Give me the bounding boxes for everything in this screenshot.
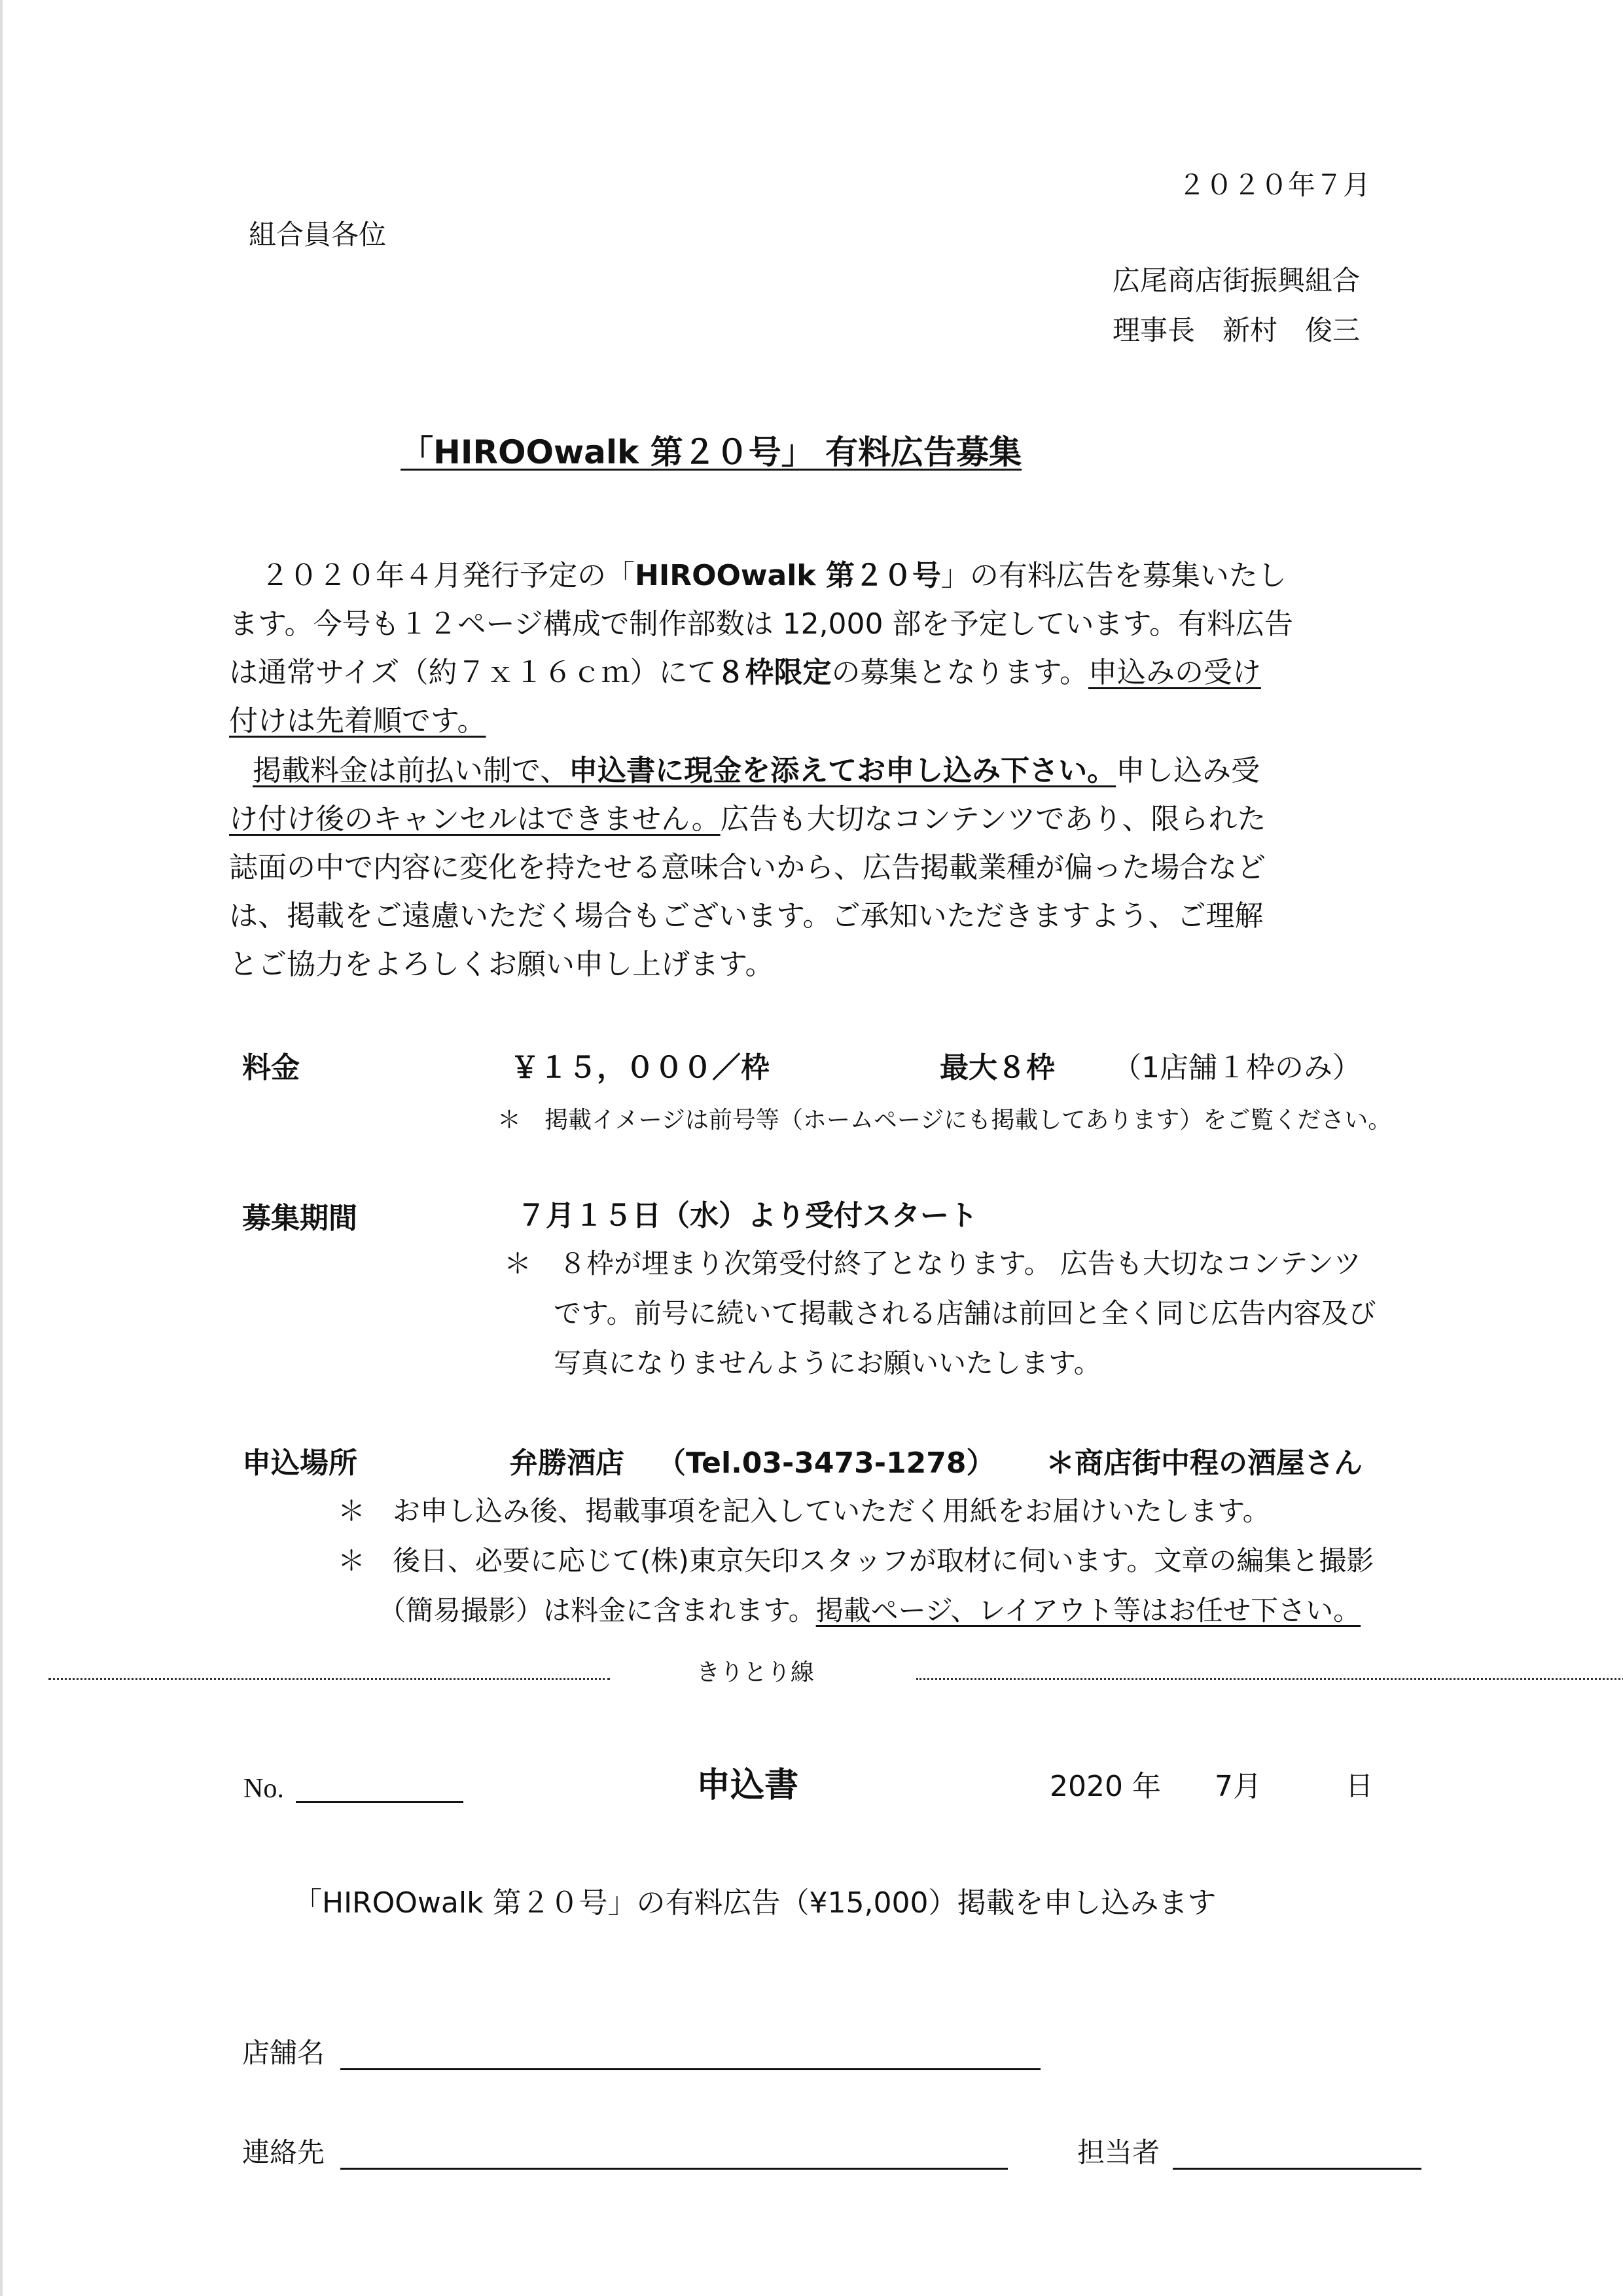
place-description: ＊商店街中程の酒屋さん: [1046, 1446, 1363, 1480]
person-in-charge-label: 担当者: [1077, 2136, 1160, 2168]
cut-line-right: [916, 1678, 1623, 1680]
place-note-3: （簡易撮影）は料金に含まれます。掲載ページ、レイアウト等はお任せ下さい。: [378, 1594, 1361, 1626]
body-line-3: は通常サイズ（約７ｘ１６ｃｍ）にて８枠限定の募集となります。申込みの受け: [229, 656, 1261, 689]
sender-name: 理事長 新村 俊三: [1113, 314, 1361, 346]
period-start: ７月１５日（水）より受付スタート: [517, 1199, 978, 1232]
period-note-2: です。前号に続いて掲載される店舗は前回と全く同じ広告内容及び: [554, 1297, 1376, 1329]
place-label: 申込場所: [242, 1446, 357, 1480]
contact-label: 連絡先: [242, 2136, 325, 2168]
recipient: 組合員各位: [249, 219, 387, 251]
form-day: 日: [1346, 1770, 1374, 1802]
shop-name-field[interactable]: [340, 2068, 1041, 2070]
form-number-label: No.: [243, 1774, 284, 1804]
shop-name-label: 店舗名: [242, 2037, 325, 2069]
form-number-field[interactable]: [296, 1801, 463, 1803]
place-shop: 弁勝酒店: [509, 1446, 624, 1480]
body-line-8: は、掲載をご遠慮いただく場合もございます。ご承知いただきますよう、ご理解: [229, 899, 1264, 933]
cut-line-label: きりとり線: [696, 1659, 815, 1686]
body-line-1: ２０２０年４月発行予定の「HIROOwalk 第２０号」の有料広告を募集いたし: [260, 559, 1287, 592]
body-line-7: 誌面の中で内容に変化を持たせる意味合いから、広告掲載業種が偏った場合など: [229, 851, 1266, 884]
form-title: 申込書: [696, 1766, 799, 1805]
place-note-1: ＊ お申し込み後、掲載事項を記入していただく用紙をお届けいたします。: [338, 1495, 1270, 1527]
person-in-charge-field[interactable]: [1173, 2168, 1421, 2170]
form-month: 7月: [1215, 1770, 1262, 1803]
body-line-9: とご協力をよろしくお願い申し上げます。: [229, 948, 774, 981]
place-tel: （Tel.03-3473-1278）: [657, 1446, 995, 1480]
document-title: 「HIROOwalk 第２０号」 有料広告募集: [401, 433, 1022, 471]
fee-max-slots: 最大８枠: [940, 1051, 1055, 1085]
period-note-1: ＊ ８枠が埋まり次第受付終了となります。 広告も大切なコンテンツ: [504, 1247, 1361, 1280]
contact-field[interactable]: [340, 2168, 1008, 2170]
period-note-3: 写真になりませんようにお願いいたします。: [554, 1347, 1101, 1379]
fee-limit: （1店舗１枠のみ）: [1113, 1051, 1361, 1085]
form-year: 2020 年: [1050, 1770, 1161, 1803]
fee-label: 料金: [242, 1051, 300, 1085]
period-label: 募集期間: [242, 1202, 357, 1235]
body-line-4: 付けは先着順です。: [229, 704, 486, 738]
body-line-6: け付け後のキャンセルはできません。広告も大切なコンテンツであり、限られた: [229, 802, 1266, 836]
place-note-2: ＊ 後日、必要に応じて(株)東京矢印スタッフが取材に伺います。文章の編集と撮影: [338, 1545, 1374, 1577]
body-line-2: ます。今号も１２ページ構成で制作部数は 12,000 部を予定しています。有料広告: [229, 607, 1294, 641]
scan-edge: [0, 0, 3, 2296]
body-line-5: 掲載料金は前払い制で、申込書に現金を添えてお申し込み下さい。申し込み受: [253, 754, 1260, 787]
cut-line-left: [48, 1678, 610, 1680]
issue-date: ２０２０年７月: [1178, 169, 1371, 201]
form-statement: 「HIROOwalk 第２０号」の有料広告（¥15,000）掲載を申し込みます: [293, 1886, 1217, 1920]
fee-price: ￥１５，０００／枠: [510, 1051, 770, 1085]
fee-note: ＊ 掲載イメージは前号等（ホームページにも掲載してあります）をご覧ください。: [497, 1107, 1392, 1134]
sender-organization: 広尾商店街振興組合: [1113, 264, 1361, 296]
